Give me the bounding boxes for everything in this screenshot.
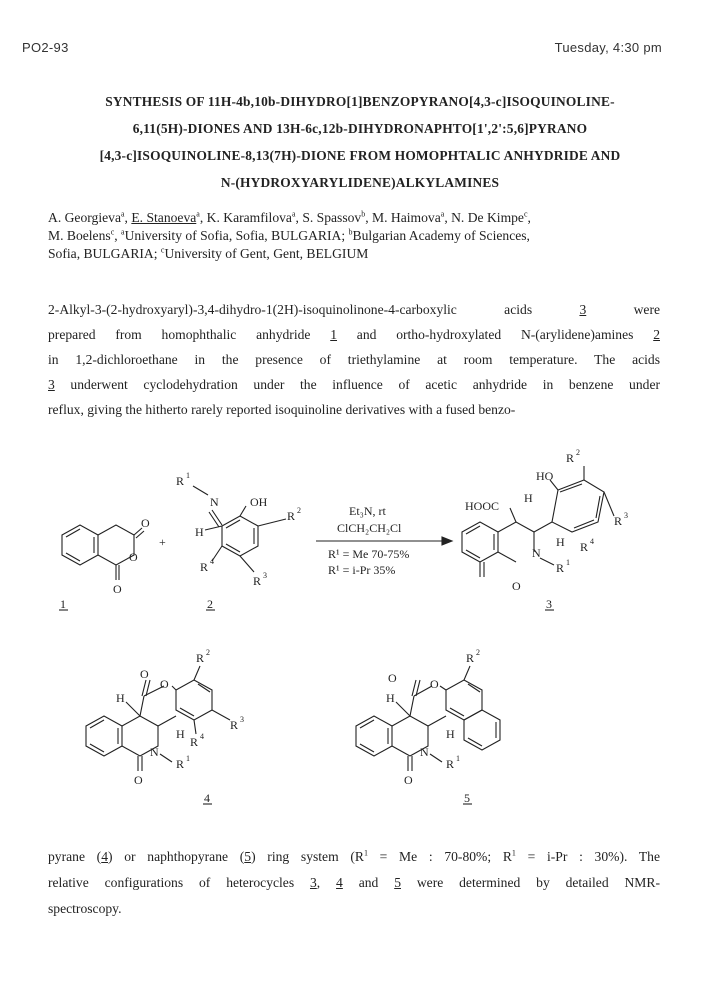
atom-N: N	[210, 495, 219, 509]
atom-R: R	[556, 561, 565, 575]
compound-ref: 3	[48, 377, 55, 392]
superscript: 3	[240, 715, 244, 724]
title-line-2: 6,11(5H)-DIONES AND 13H-6c,12b-DIHYDRONAPHTO[1',2':5,6]PYRANO	[132, 121, 588, 136]
atom-R: R	[200, 560, 209, 574]
author: M. Haimova	[372, 210, 441, 225]
atom-R: R	[196, 651, 205, 665]
compound-ref: 3	[309, 875, 317, 890]
text: in 1,2-dichloroethane in the presence of triethylamine at room temperature. The acids	[48, 352, 660, 367]
superscript: 1	[511, 848, 516, 858]
compound-ref: 2	[653, 327, 660, 342]
superscript: 4	[200, 732, 204, 741]
affil-mark: b	[361, 209, 366, 219]
compound-label-2: 2	[207, 597, 213, 611]
presenting-author: E. Stanoeva	[131, 210, 197, 225]
title-line-4: N-(HYDROXYARYLIDENE)ALKYLAMINES	[220, 175, 500, 190]
atom-O: O	[140, 667, 149, 681]
affil-mark: c	[110, 227, 115, 237]
atom-R: R	[176, 757, 185, 771]
atom-N: N	[532, 546, 541, 560]
superscript: 4	[210, 557, 214, 566]
atom-H: H	[195, 525, 204, 539]
text: prepared from homophthalic anhydride	[48, 327, 331, 342]
atom-N: N	[150, 745, 159, 759]
superscript: 1	[186, 471, 190, 480]
group-COOH: HOOC	[465, 499, 500, 513]
author: S. Spassov	[302, 210, 362, 225]
affil-mark: a	[121, 227, 125, 237]
text: 2-Alkyl-3-(2-hydroxyaryl)-3,4-dihydro-1(2H)-isoquinolinone-4-carboxylic acids	[48, 302, 580, 317]
atom-R: R	[253, 574, 262, 588]
affil-mark: c	[160, 245, 165, 255]
abstract-title	[40, 88, 680, 196]
author: K. Karamfilova	[206, 210, 292, 225]
compound-ref: 1	[330, 327, 338, 342]
condition-me: R¹ = Me 70-75%	[328, 547, 410, 561]
text: = i-Pr : 30%). The	[515, 849, 660, 864]
atom-R: R	[176, 474, 185, 488]
author: N. De Kimpe	[451, 210, 524, 225]
affil-mark: a	[440, 209, 445, 219]
atom-O: O	[113, 582, 122, 596]
atom-O: O	[141, 516, 150, 530]
affil-mark: c	[523, 209, 528, 219]
compound-label-5: 5	[464, 791, 470, 805]
author-list: A. Georgieva$^a$, E. Stanoeva$^a$, K. Karamfilova$^a$, S. Spassov$^b$, M. Haimova$^a$, N. De Kimpe$^c$, M. Boelens$^c$, $^a$University of Sofia, Sofia, BULGARIA; $^b$Bulgarian Academy of Sciences, Sofia, BULGARIA; $^c$University of Gent, Gent, BELGIUM	[48, 209, 531, 261]
text: relative configurations of heterocycles	[48, 875, 310, 890]
structure-acid-3	[462, 448, 628, 611]
abstract-paragraph-2	[48, 844, 660, 922]
atom-O: O	[388, 671, 397, 685]
affiliation: University of Gent, Gent, BELGIUM	[164, 246, 369, 261]
atom-R: R	[466, 651, 475, 665]
atom-H: H	[176, 727, 185, 741]
superscript: 1	[186, 754, 190, 763]
text: reflux, giving the hitherto rarely reported isoquinoline derivatives with a fused benzo-	[48, 402, 516, 417]
text: ) or naphthopyrane (	[108, 849, 245, 864]
atom-H: H	[386, 691, 395, 705]
affil-mark: a	[196, 209, 200, 219]
title-line-3: [4,3-c]ISOQUINOLINE-8,13(7H)-DIONE FROM HOMOPHTALIC ANHYDRIDE AND	[99, 148, 621, 163]
atom-R: R	[446, 757, 455, 771]
compound-ref: 5	[394, 875, 401, 890]
affil-mark: a	[291, 209, 296, 219]
reaction-arrow	[316, 504, 452, 577]
atom-O: O	[430, 677, 439, 691]
superscript: 1	[363, 848, 368, 858]
superscript: 3	[624, 511, 628, 520]
atom-R: R	[190, 735, 199, 749]
reaction-scheme	[0, 440, 704, 810]
atom-O: O	[129, 550, 138, 564]
atom-H: H	[556, 535, 565, 549]
text: were	[586, 302, 661, 317]
atom-R: R	[580, 540, 589, 554]
compound-ref: 4	[101, 849, 109, 864]
atom-O: O	[512, 579, 521, 593]
atom-OH: OH	[250, 495, 268, 509]
atom-R: R	[230, 718, 239, 732]
compound-ref: 4	[336, 875, 343, 890]
plus-sign: +	[159, 535, 166, 549]
text: and	[342, 875, 395, 890]
superscript: 2	[576, 448, 580, 457]
affil-mark: b	[348, 227, 353, 237]
compound-label-4: 4	[204, 791, 210, 805]
structure-naphthopyrano-5	[356, 648, 500, 805]
superscript: 3	[263, 571, 267, 580]
structure-benzopyrano-4	[86, 648, 244, 805]
compound-ref: 3	[579, 302, 587, 317]
atom-H: H	[524, 491, 533, 505]
reagent-base: Et₃N, rt	[349, 504, 386, 518]
atom-R: R	[287, 509, 296, 523]
affiliation: University of Sofia, Sofia, BULGARIA;	[124, 228, 346, 243]
superscript: 1	[456, 754, 460, 763]
text: = Me : 70-80%; R	[367, 849, 512, 864]
atom-H: H	[116, 691, 125, 705]
atom-O: O	[404, 773, 413, 787]
superscript: 4	[590, 537, 594, 546]
author: A. Georgieva	[48, 210, 121, 225]
structure-homophthalic-anhydride	[59, 516, 150, 611]
reagent-solvent: ClCH₂CH₂Cl	[337, 521, 402, 535]
text: pyrane (	[48, 849, 102, 864]
atom-R: R	[614, 514, 623, 528]
atom-R: R	[566, 451, 575, 465]
text: ) ring system (R	[251, 849, 364, 864]
text: spectroscopy.	[48, 901, 122, 916]
superscript: 2	[297, 506, 301, 515]
superscript: 2	[206, 648, 210, 657]
compound-ref: 5	[244, 849, 252, 864]
structure-imine	[176, 471, 301, 611]
affiliation: Bulgarian Academy of Sciences,	[352, 228, 530, 243]
affil-mark: a	[120, 209, 125, 219]
text: and ortho-hydroxylated N-(arylidene)amines	[337, 327, 654, 342]
session-time: Tuesday, 4:30 pm	[554, 40, 662, 55]
atom-O: O	[134, 773, 143, 787]
compound-label-1: 1	[60, 597, 66, 611]
text: ,	[316, 875, 337, 890]
title-line-1: SYNTHESIS OF 11H-4b,10b-DIHYDRO[1]BENZOPYRANO[4,3-c]ISOQUINOLINE-	[105, 94, 615, 109]
abstract-paragraph-1	[48, 297, 660, 422]
text: were determined by detailed NMR-	[401, 875, 660, 890]
compound-label-3: 3	[546, 597, 552, 611]
superscript: 2	[476, 648, 480, 657]
session-code: PO2-93	[22, 40, 69, 55]
atom-O: O	[160, 677, 169, 691]
atom-N: N	[420, 745, 429, 759]
author: M. Boelens	[48, 228, 111, 243]
condition-ipr: R¹ = i-Pr 35%	[328, 563, 396, 577]
atom-HO: HO	[536, 469, 554, 483]
superscript: 1	[566, 558, 570, 567]
atom-H: H	[446, 727, 455, 741]
affiliation: Sofia, BULGARIA;	[48, 246, 158, 261]
text: underwent cyclodehydration under the influence of acetic anhydride in benzene under	[54, 377, 660, 392]
